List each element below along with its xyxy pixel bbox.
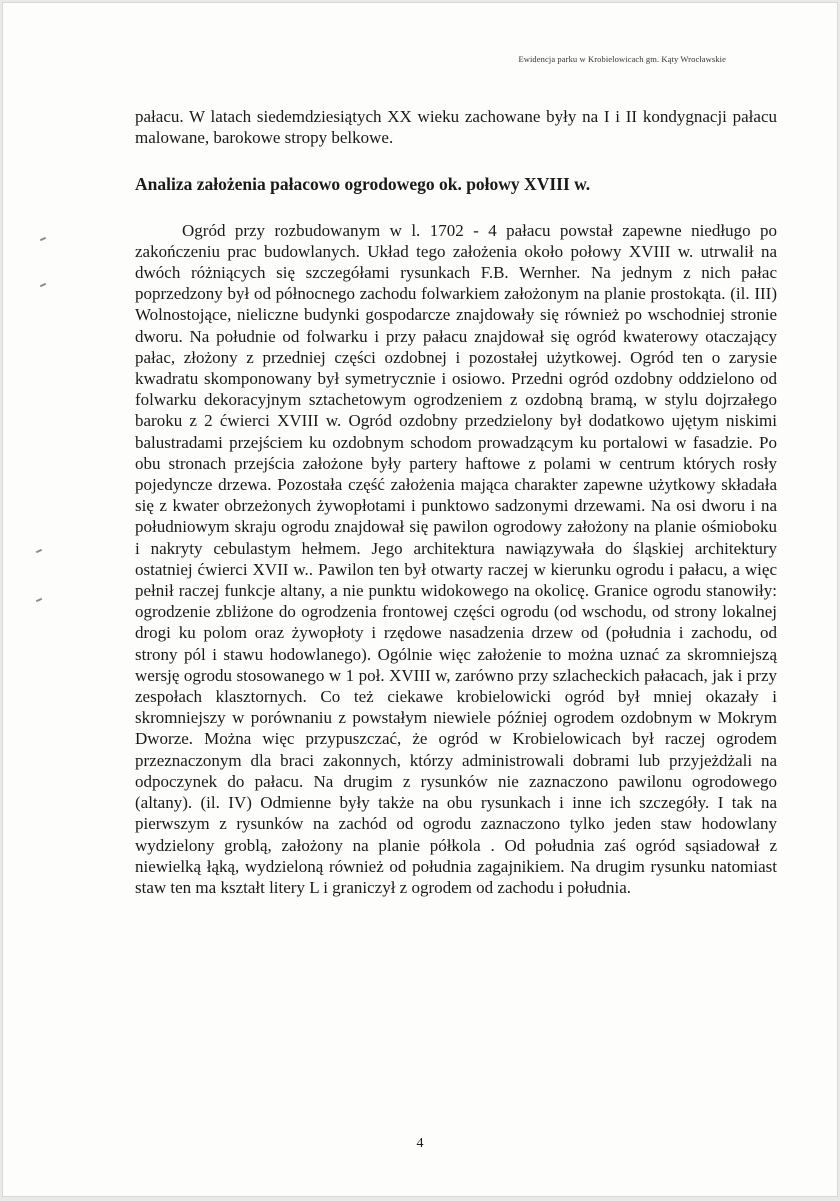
scan-artifact-mark [36, 549, 42, 553]
scan-artifact-mark [40, 237, 46, 241]
scan-artifact-mark [36, 598, 42, 602]
intro-paragraph: pałacu. W latach siedemdziesiątych XX wieku zachowane były na I i II kondygnacji pałacu malowane, barokowe stropy belkowe. [135, 107, 777, 148]
scan-artifact-mark [40, 283, 46, 287]
section-body-paragraph: Ogród przy rozbudowanym w l. 1702 - 4 pałacu powstał zapewne niedługo po zakończeniu prac budowlanych. Układ tego założenia około połowy XVIII w. utrwalił na dwóch różniących się szczegółami rysunkach F.B. Wernher. Na jednym z nich pałac poprzedzony był od północnego zachodu folwarkiem założonym na planie prostokąta. (il. III) Wolnostojące, nieliczne budynki gospodarcze znajdowały się również po wschodniej stronie dworu. Na południe od folwarku i przy pałacu znajdował się ogród kwaterowy otaczający pałac, złożony z przedniej części ozdobnej i pozostałej użytkowej. Ogród ten o zarysie kwadratu skomponowany był symetrycznie i osiowo. Przedni ogród ozdobny oddzielono od folwarku dekoracyjnym sztachetowym ogrodzeniem z ozdobną bramą, w stylu dojrzałego baroku z 2 ćwierci XVIII w. Ogród ozdobny przedzielony był dodatkowo ujętym niskimi balustradami przejściem ku ozdobnym schodom prowadzącym ku portalowi w fasadzie. Po obu stronach przejścia założone były partery haftowe z polami w centrum których rosły pojedyncze drzewa. Pozostała część założenia mająca charakter zapewne użytkowy składała się z kwater obrzeżonych żywopłotami i punktowo sadzonymi drzewami. Na osi dworu i na południowym skraju ogrodu znajdował się pawilon ogrodowy założony na planie ośmioboku i nakryty cebulastym hełmem. Jego architektura nawiązywała do śląskiej architektury ostatniej ćwierci XVII w.. Pawilon ten był otwarty raczej w kierunku ogrodu i pałacu, a więc pełnił raczej funkcje altany, a nie punktu widokowego na okolicę. Granice ogrodu stanowiły: ogrodzenie zbliżone do ogrodzenia frontowej części ogrodu (od wschodu, od strony lokalnej drogi ku polom oraz żywopłoty i rzędowe nasadzenia drzew od (południa i zachodu, od strony pól i stawu hodowlanego). Ogólnie więc założenie to można uznać za skromniejszą wersję ogrodu stosowanego w 1 poł. XVIII w, zarówno przy szlacheckich pałacach, jak i przy zespołach klasztornych. Co też ciekawe krobielowicki ogród był mniej okazały i skromniejszy w porównaniu z powstałym niewiele później ogrodem ozdobnym w Mokrym Dworze. Można więc przypuszczać, że ogród w Krobielowicach był raczej ogrodem przeznaczonym dla braci zakonnych, którzy administrowali dobrami lub przyjeżdżali na odpoczynek do pałacu. Na drugim z rysunków nie zaznaczono pawilonu ogrodowego (altany). (il. IV) Odmienne były także na obu rysunkach i inne ich szczegóły. I tak na pierwszym z rysunków na zachód od ogrodu zaznaczono tylko jeden staw hodowlany wydzielony groblą, założony na planie półkola . Od południa zaś ogród sąsiadował z niewielką łąką, wydzieloną również od południa zagajnikiem. Na drugim rysunku natomiast staw ten ma kształt litery L i graniczył z ogrodem od zachodu i południa. [135, 220, 777, 897]
page-number: 4 [416, 1136, 424, 1151]
section-heading: Analiza założenia pałacowo ogrodowego ok. połowy XVIII w. [135, 174, 591, 195]
running-header: Ewidencja parku w Krobielowicach gm. Kąty Wrocławskie [518, 54, 726, 64]
document-page [2, 2, 838, 1197]
document-body [135, 106, 777, 898]
